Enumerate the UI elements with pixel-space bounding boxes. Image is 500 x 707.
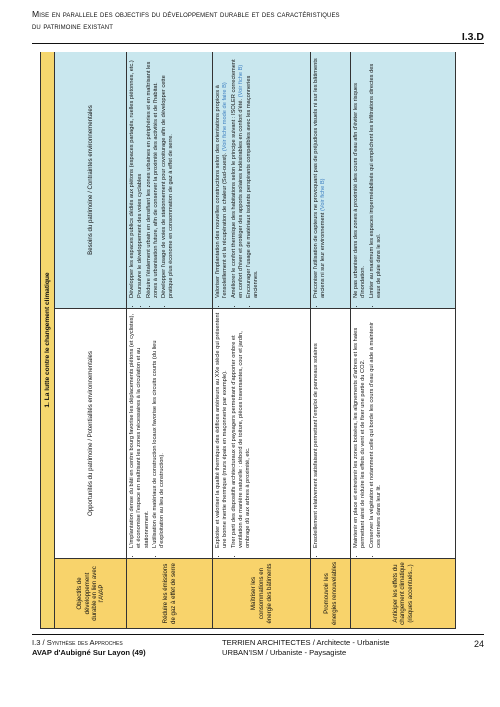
needs-cell bbox=[351, 52, 456, 309]
page-number: 24 bbox=[473, 639, 484, 649]
table-row bbox=[213, 52, 311, 629]
opportunities-cell bbox=[213, 309, 311, 559]
list-item: • Encourager l'usage de matériaux isolants perspirants compatibles avec les maçonneries anciennes. bbox=[246, 55, 260, 298]
table-band-title: 1. La lutte contre le changement climatique bbox=[41, 52, 55, 629]
list-item: • Développer les espaces publics dédiés aux piétons (espaces partagés, ruelles piétonnes, etc.) bbox=[129, 55, 136, 298]
list-item: • Tirer parti des dispositifs architecturaux et paysagers permettant d'apporter ombre et ventilation de manière naturelle : débord de toiture, pièces traversantes, cour et jardin, ombrage dû aux arbres à proximité, etc. bbox=[231, 312, 253, 548]
list-item: • Conserver la végétation et notamment celle qui borde les cours d'eau qui aide à maintenir ces derniers dans leur lit. bbox=[369, 312, 383, 548]
list-item: • L'utilisation de matériaux de construction locaux favorise les circuits courts (du lieu d'exploitation au lieu de construction). bbox=[152, 312, 166, 548]
needs-cell bbox=[213, 52, 311, 309]
list-item: • L'implantation dense du bâti en centre bourg favorise les déplacements piétons (et cyclistes), et économise l'espace en maîtrisant les zones nécessaires à la circulation et au stationnement. bbox=[129, 312, 151, 548]
opportunities-cell bbox=[351, 309, 456, 559]
list-item: • Préconiser l'utilisation de capteurs ne provoquant pas de préjudices visuels ni sur les bâtiments anciens ni sur leur environnement (Voir fiche B) bbox=[313, 55, 327, 298]
page-title: Mise en parallele des objectifs du développement durable et des caractéristiques du patrimoine existant bbox=[32, 9, 340, 31]
footer-left bbox=[32, 638, 146, 657]
objective-cell: Réduire les émissions de gaz à effet de serre bbox=[127, 559, 213, 629]
list-item: • Limiter au maximum les espaces imperméabilisés qui empêchent les infiltrations directes des eaux de pluie dans le sol. bbox=[369, 55, 383, 298]
footer-credit-urbanist: URBAN'ISM / Urbaniste - Paysagiste bbox=[222, 647, 347, 657]
col-header-besoins: Besoins du patrimoine / Contraintes environnementales bbox=[55, 52, 127, 309]
objective-cell: Promouvoir les énergies renouvelables bbox=[311, 559, 351, 629]
footer-credits bbox=[222, 638, 390, 657]
header-rule bbox=[32, 43, 484, 44]
footer-project: AVAP d'Aubigné Sur Layon (49) bbox=[32, 647, 146, 657]
objective-cell: Maîtriser les consommations en énergie des bâtiments bbox=[213, 559, 311, 629]
col-header-objectifs: Objectifs de développement durable en lien avec l'AVAP bbox=[55, 559, 127, 629]
list-item: • Exploiter et valoriser la qualité thermique des édifices antérieurs au XXe siècle qui présentent une bonne inertie thermique (murs épais en maçonnerie par exemple). bbox=[215, 312, 229, 548]
list-item: • Ne pas urbaniser dans des zones à proximité des cours d'eau afin d'éviter les risques d'inondation. bbox=[353, 55, 367, 298]
footer-rule bbox=[32, 634, 484, 635]
needs-cell bbox=[311, 52, 351, 309]
reference-link[interactable]: (Voir fiche B) bbox=[320, 178, 327, 212]
list-item: • Ensoleillement relativement satisfaisant permettant l'emploi de panneaux solaires bbox=[313, 312, 320, 548]
opportunities-cell bbox=[127, 309, 213, 559]
reference-link[interactable]: (Voir fiche B) bbox=[237, 64, 244, 98]
table-row bbox=[127, 52, 213, 629]
table-row bbox=[351, 52, 456, 629]
list-item: • Développer l'usage de voies de stationnement pour covoiturage afin de développer cette pratique plus économe en consommation de gaz à effet de serre. bbox=[161, 55, 175, 298]
rotated-table-area bbox=[40, 52, 456, 629]
list-item: • Réduire l'étalement urbain en densifiant les zones urbaines en périphéries et en maîtrisant les zones à urbanisation future, afin de conserver la proximité des activités et de l'habitat. bbox=[146, 55, 160, 298]
reference-link[interactable]: (Voir fiche mode de faire B) bbox=[222, 82, 229, 152]
list-item: • Maintenir en place et entretenir les zones boisées, les alignements d'arbres et les haies permettant ainsi de réduire les effets du vent et de fixer une partie du CO2. bbox=[353, 312, 367, 548]
opportunities-cell bbox=[311, 309, 351, 559]
footer-section: I.3 / Synthèse des Approches bbox=[32, 638, 123, 647]
list-item: • Poursuivre le développement des voies cyclables bbox=[137, 55, 144, 298]
objective-cell: Anticiper les effets du changement climatique (risques accentués...) bbox=[351, 559, 456, 629]
section-code: I.3.D bbox=[461, 31, 484, 43]
objectives-table bbox=[40, 52, 456, 629]
needs-cell bbox=[127, 52, 213, 309]
col-header-opportunites: Opportunités du patrimoine / Potentialités environnementales bbox=[55, 309, 127, 559]
list-item: • Améliorer le confort thermique des habitations selon le principe suivant : ISOLER correctement en confort d'hiver et protéger des apports solaires indésirables en confort d'été. (Voir fiche B) bbox=[231, 55, 245, 298]
footer-credit-architect: TERRIEN ARCHITECTES / Architecte - Urbaniste bbox=[222, 638, 390, 647]
list-item: • Valoriser l'implantation des nouvelles constructions selon des orientations propices à l'ensoleillement et la récupération de chaleur (Sud-ouest). (Voir fiche mode de faire B) bbox=[215, 55, 229, 298]
table-row bbox=[311, 52, 351, 629]
